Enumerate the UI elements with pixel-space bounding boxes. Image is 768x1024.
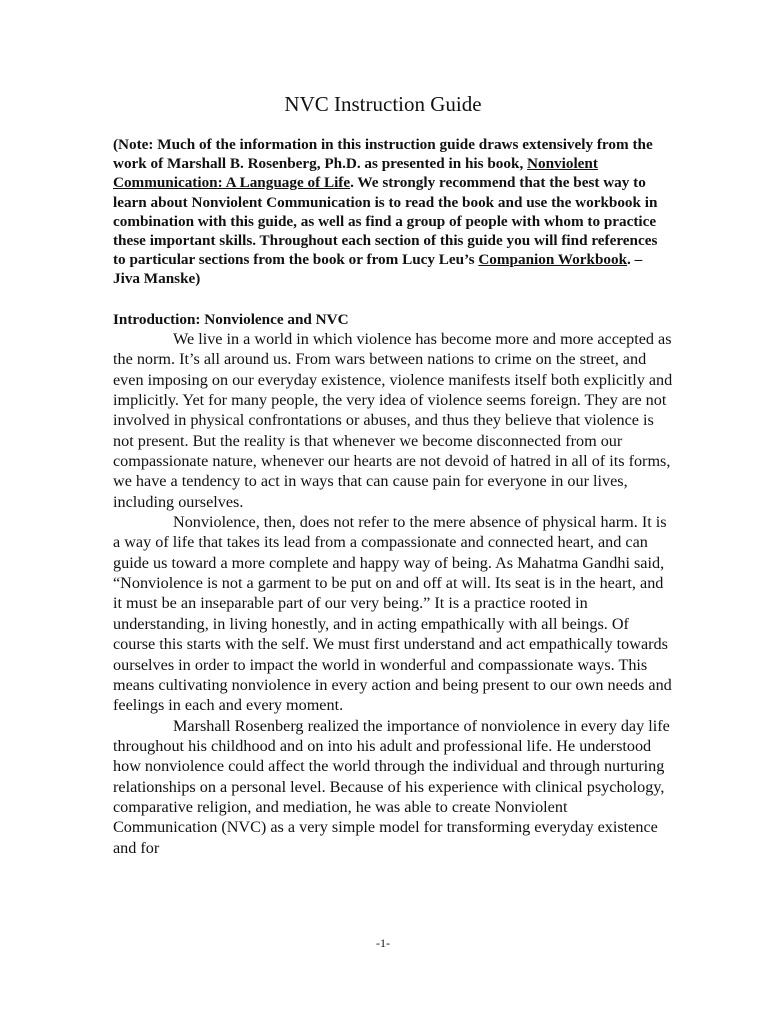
paragraph-1: We live in a world in which violence has become more and more accepted as the norm. It’s all around us. From wars between nations to crime on the street, and even imposing on our everyday existence, violence manifests itself both explicitly and implicitly. Yet for many people, the very idea of violence seems foreign. They are not involved in physical confrontations or abuses, and thus they believe that violence is not present. But the reality is that whenever we become disconnected from our compassionate nature, whenever our hearts are not devoid of hatred in all of its forms, we have a tendency to act in ways that can cause pain for everyone in our lives, including ourselves. bbox=[113, 330, 673, 511]
paragraph-2: Nonviolence, then, does not refer to the mere absence of physical harm. It is a way of life that takes its lead from a compassionate and connected heart, and can guide us toward a more complete and happy way of being. As Mahatma Gandhi said, “Nonviolence is not a garment to be put on and off at will. Its seat is in the heart, and it must be an inseparable part of our very being.” It is a practice rooted in understanding, in living honestly, and in acting empathically with all beings. Of course this starts with the self. We must first understand and act empathically towards ourselves in order to impact the world in wonderful and compassionate ways. This means cultivating nonviolence in every action and being present to our own needs and feelings in each and every moment. bbox=[113, 513, 672, 715]
page-number: -1- bbox=[376, 936, 390, 950]
book-title: Nonviolent Communication: A Language of Life bbox=[113, 155, 598, 192]
document-title: NVC Instruction Guide bbox=[284, 92, 482, 116]
note-text-2: . We strongly recommend that the best way to learn about Nonviolent Communication is to read the book and use the workbook in combination with this guide, as well as find a group of people with whom to practice these important skills. Throughout each section of this guide you will find references to particular sections from the book or from Lucy Leu’s bbox=[113, 174, 658, 269]
body-text bbox=[113, 329, 673, 858]
paragraph-3: Marshall Rosenberg realized the importance of nonviolence in every day life throughout his childhood and on into his adult and professional life. He understood how nonviolence could affect the world through the individual and through nurturing relationships on a personal level. Because of his experience with clinical psychology, comparative religion, and mediation, he was able to create Nonviolent Communication (NVC) as a very simple model for transforming everyday existence and for bbox=[113, 716, 670, 857]
workbook-title: Companion Workbook bbox=[478, 251, 628, 269]
note-text-1: (Note: Much of the information in this instruction guide draws extensively from the work of Marshall B. Rosenberg, Ph.D. as presented in his book, bbox=[113, 136, 653, 173]
section-heading: Introduction: Nonviolence and NVC bbox=[113, 311, 349, 328]
editor-note bbox=[113, 135, 673, 289]
note-text-3: . – Jiva Manske) bbox=[113, 251, 643, 288]
